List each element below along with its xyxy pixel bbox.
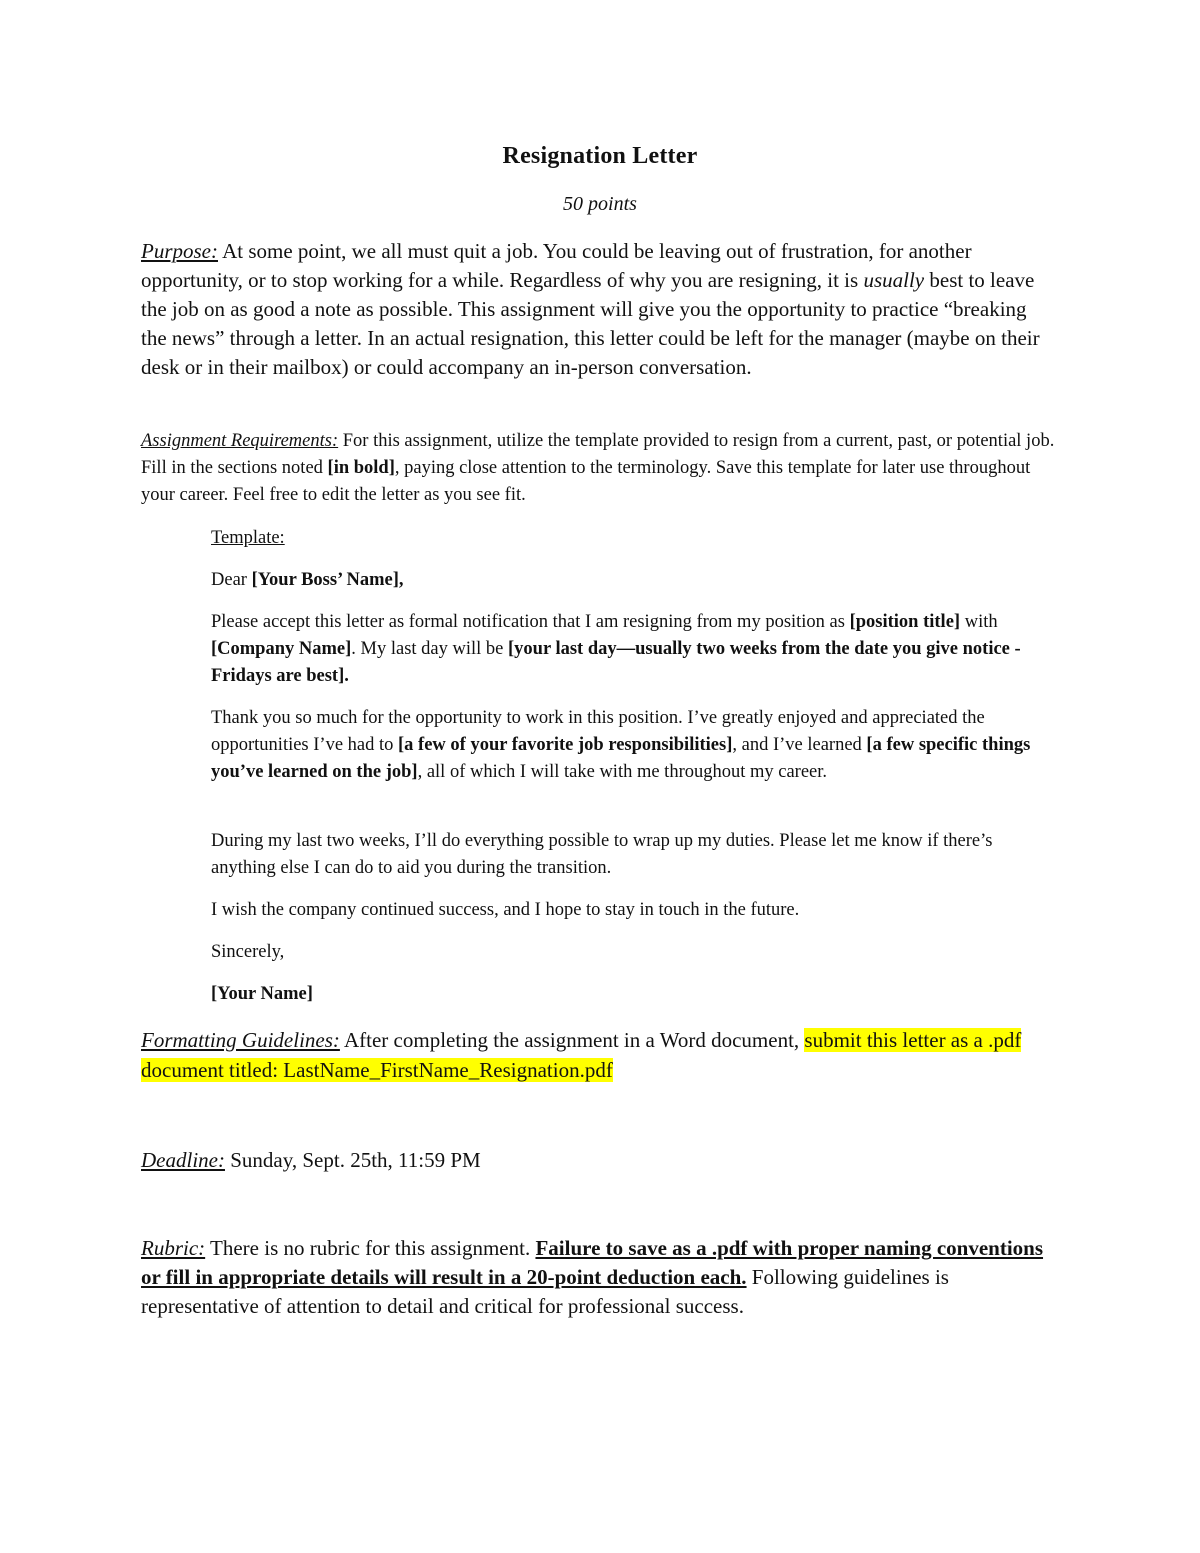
template-salutation [211, 567, 1061, 594]
p2-things-learned: [a few specific things you’ve learned on the job] [211, 735, 1031, 782]
formatting-highlighted-instruction: submit this letter as a .pdf document titled: LastName_FirstName_Resignation.pdf [141, 1028, 1022, 1082]
p2-text-b: , and I’ve learned [732, 735, 867, 755]
purpose-text-1: At some point, we all must quit a job. You could be leaving out of frustration, for another opportunity, or to stop working for a while. Regardless of why you are resigning, it is [141, 239, 972, 292]
template-closing: Sincerely, [211, 942, 285, 962]
rubric-text-1: There is no rubric for this assignment. [205, 1236, 536, 1260]
template-paragraph-notification [211, 609, 1061, 690]
template-paragraph-wishes: I wish the company continued success, and I hope to stay in touch in the future. [211, 900, 800, 920]
template-paragraph-thanks [211, 705, 1061, 786]
assignment-bold-note: [in bold] [327, 458, 395, 478]
document-title: Resignation Letter [502, 143, 698, 169]
formatting-text-1: After completing the assignment in a Word document, [339, 1028, 805, 1052]
formatting-guidelines-label: Formatting Guidelines: [141, 1028, 340, 1052]
purpose-emphasis: usually [863, 268, 925, 292]
p1-company-name: [Company Name] [211, 639, 352, 659]
salutation-boss-name: [Your Boss’ Name], [251, 570, 404, 590]
rubric-paragraph [141, 1234, 1056, 1321]
template-paragraph-transition: During my last two weeks, I’ll do everything possible to wrap up my duties. Please let me know if there’s anything else I can do to aid you during the transition. [211, 831, 993, 878]
template-your-name [211, 981, 1061, 1008]
assignment-requirements-paragraph [141, 428, 1056, 509]
points-subtitle: 50 points [563, 193, 637, 215]
deadline-paragraph [141, 1145, 1056, 1175]
purpose-paragraph [141, 237, 1056, 382]
salutation-dear: Dear [211, 570, 252, 590]
template-label: Template: [211, 528, 285, 548]
rubric-penalty-warning: Failure to save as a .pdf with proper naming conventions or fill in appropriate details will result in a 20-point deduction each. [141, 1236, 1044, 1289]
p1-text-c: . My last day will be [351, 639, 508, 659]
assignment-text-1: For this assignment, utilize the template provided to resign from a current, past, or potential job. Fill in the sections noted [141, 431, 1055, 478]
p2-favorite-responsibilities: [a few of your favorite job responsibilities] [398, 735, 733, 755]
rubric-text-2: Following guidelines is representative of attention to detail and critical for professional success. [141, 1265, 949, 1318]
p2-text-a: Thank you so much for the opportunity to work in this position. I’ve greatly enjoyed and appreciated the opportunities I’ve had to [211, 708, 985, 755]
p1-last-day: [your last day—usually two weeks from the date you give notice - Fridays are best]. [211, 639, 1021, 686]
p1-text-a: Please accept this letter as formal notification that I am resigning from my position as [211, 612, 850, 632]
p1-text-b: with [960, 612, 998, 632]
formatting-guidelines-paragraph [141, 1025, 1056, 1085]
deadline-text: Sunday, Sept. 25th, 11:59 PM [224, 1148, 481, 1172]
rubric-label: Rubric: [141, 1236, 206, 1260]
your-name-placeholder: [Your Name] [211, 984, 313, 1004]
purpose-label: Purpose: [141, 239, 218, 263]
purpose-text-2: best to leave the job on as good a note as possible. This assignment will give you the opportunity to practice “breaking the news” through a letter. In an actual resignation, this letter could be left for the manager (maybe on their desk or in their mailbox) or could accompany an in-person conversation. [141, 268, 1040, 379]
p2-text-c: , all of which I will take with me throughout my career. [417, 762, 828, 782]
deadline-label: Deadline: [141, 1148, 225, 1172]
p1-position-title: [position title] [849, 612, 961, 632]
assignment-requirements-label: Assignment Requirements: [141, 431, 339, 451]
assignment-text-2: , paying close attention to the terminology. Save this template for later use throughout your career. Feel free to edit the letter as you see fit. [141, 458, 1031, 505]
